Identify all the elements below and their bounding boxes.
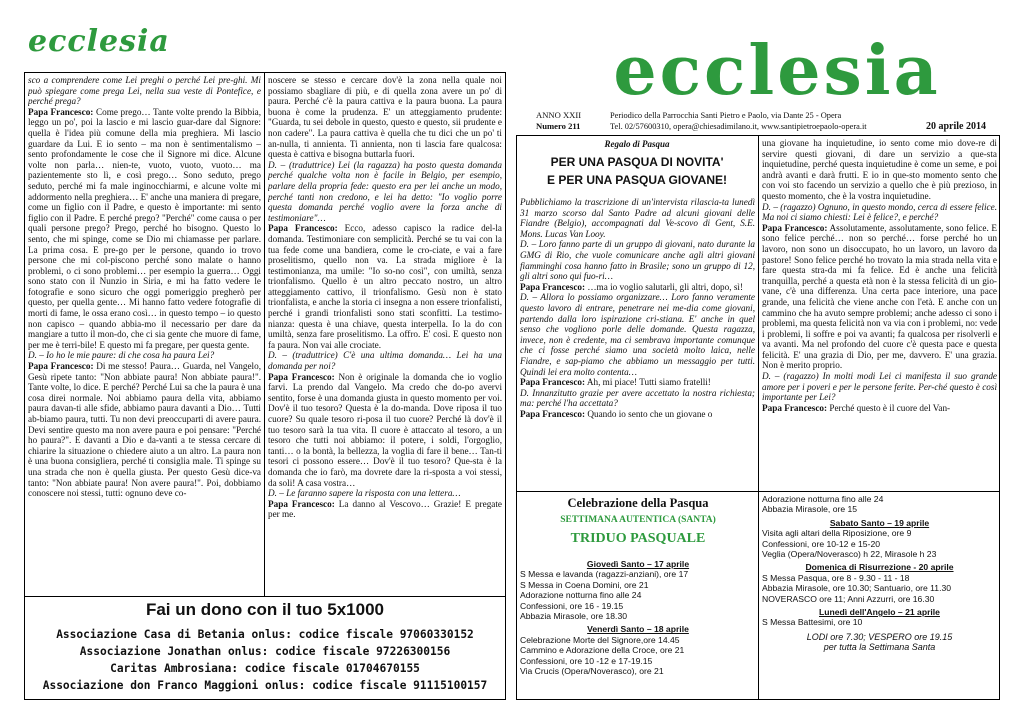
question-text: Pubblichiamo la trascrizione di un'intervista rilascia-ta lunedì 31 marzo scorso dal Santo Padre ad alcuni giovani delle Fiandre (Belgio), accompagnati dal Ve-scovo di Gent, S.E. Mons. Lucas Van Looy. xyxy=(520,197,755,239)
small-logo: ecclesia xyxy=(28,24,170,59)
article-column-1 xyxy=(520,197,755,488)
issue-info xyxy=(536,110,596,132)
speaker-label: Papa Francesco: xyxy=(762,402,828,413)
answer-text: Come prego… Tante volte prendo la Bibbia, leggo un po', poi la lascio e mi lascio guar-dare dal Signore: quella è l'idea più comune della mia preghiera. Mi lascio guardare da Lui. E io sento – ma non è sentimentalismo – sento profondamente le cose che il Signore mi dice. Alcune volte non parla… nien-te, vuoto, vuoto, vuoto… ma pazientemente sto lì, e così prego… Sono seduto, prego seduto, perché mi fa male inginocchiarmi, e alcune volte mi addormento nella preghiera… E' anche una maniera di pregare, come un figlio con il Padre, e questo è importante: mi sento figlio con il Padre. E perché prego? "Perché" come causa o per quali persone prego? Prego, perché ho bisogno. Questo lo sento, che mi spinge, come se Dio mi chiamasse per parlare. La prima cosa. E pre-go per le persone, quando io trovo persone che mi col-piscono perché sono malate o hanno problemi, o ci sono problemi… per esempio la guerra… Oggi sono stato con il Nunzio in Siria, e mi ha fatto vedere le fotografie e sono sicuro che oggi pomeriggio pregherò per questo, per quella gente… Mi hanno fatto vedere fotografie di morti di fame, le ossa erano così… in questo tempo – io questo non capisco – quando abbia-mo il necessario per dare da mangiare a tutto il mon-do, che ci sia gente che muore di fame, per me è terri-bile! E questo mi fa pregare, per questa gente. xyxy=(28,106,261,350)
text-paragraph xyxy=(762,138,997,202)
schedule-day-heading: Giovedì Santo – 17 aprile xyxy=(586,559,690,569)
speaker-paragraph xyxy=(520,282,755,293)
issue-year: ANNO XXII xyxy=(536,110,582,120)
text-paragraph xyxy=(520,388,755,409)
text-paragraph xyxy=(268,160,502,224)
question-text: sco a comprendere come Lei preghi o perché Lei pre-ghi. Mi può spiegare come prega Lei, nella sua veste di Pontefice, e perché prega? xyxy=(28,75,261,107)
answer-text: Quando io sento che un giovane o xyxy=(585,408,713,419)
speaker-label: Papa Francesco: xyxy=(28,361,94,372)
text-paragraph xyxy=(520,197,755,239)
schedule-day-heading: Venerdì Santo – 18 aprile xyxy=(587,624,689,635)
right-column-divider xyxy=(758,135,759,700)
periodical-contacts: Tel. 02/57600310, opera@chiesadimilano.it, www.santipietroepaolo-opera.it xyxy=(610,122,867,131)
schedule-item: Confessioni, ore 10 -12 e 17-19.15 xyxy=(520,655,653,666)
issue-number: Numero 211 xyxy=(536,121,581,131)
issue-date: 20 aprile 2014 xyxy=(926,121,986,132)
question-text: D. – (traduttrice) Lei (la ragazza) ha posto questa domanda perché qualche volta non è facile in Belgio, per esempio, parlare della propria fede: questo era per lei anche un modo, perché tanti non credono, e lei ha detto: "Io voglio porre questa domanda perché voglio avere la forza anche di testimoniare"… xyxy=(268,159,502,223)
article-headline xyxy=(520,153,754,189)
speaker-paragraph xyxy=(762,223,997,371)
speaker-label: Papa Francesco: xyxy=(268,223,338,234)
schedule-item: Confessioni, ore 16 - 19.15 xyxy=(520,600,624,611)
schedule-item: Confessioni, ore 10-12 e 15-20 xyxy=(762,538,881,549)
question-text: D. – Allora lo possiamo organizzare… Loro fanno veramente questo lavoro di entrare, penetrare nei me-dia come giovani, partendo dalla loro ispirazione cri-stiana. E' anche in quel senso che vogliono porle delle domande. Questa ragazza, invece, non è credente, ma ci sembrava importante comunque che ci fosse perché siamo una società molto laica, nelle Fiandre, e sap-piamo che abbiamo un messaggio per tutti. Quindi lei era molto contenta… xyxy=(520,292,755,377)
question-text: D. – Le faranno sapere la risposta con una lettera… xyxy=(268,488,461,499)
speaker-paragraph xyxy=(268,499,502,520)
text-paragraph xyxy=(762,202,997,223)
article-kicker: Regalo di Pasqua xyxy=(604,139,670,149)
answer-text: Non è originale la domanda che io voglio farvi. La prendo dal Vangelo. Ma credo che do-po avervi sentito, forse è una domanda giusta in questo momento per voi. Dov'è il tuo tesoro? Questa è la do-manda. Dove riposa il tuo cuore? Su quale tesoro ri-posa il tuo cuore? Perché là dov'è il tuo tesoro sarà la tua vita. Il cuore è attaccato al tesoro, a un tesoro che tutti noi abbiamo: il potere, i soldi, l'orgoglio, tanti… o la bontà, la bellezza, la voglia di fare il bene… Tan-ti tesori ci possono essere… Dov'è il tuo tesoro? Que-sta è la domanda che io farò, ma dovrete dare la ri-sposta a voi stessi, da soli! A casa vostra… xyxy=(268,371,502,488)
speaker-paragraph xyxy=(28,107,261,351)
speaker-label: Papa Francesco: xyxy=(520,408,586,419)
question-text: D. – Io ho le mie paure: di che cosa ha paura Lei? xyxy=(28,350,215,361)
dono-line: Caritas Ambrosiana: codice fiscale 01704670155 xyxy=(110,662,420,675)
schedule-item: Veglia (Opera/Noverasco) h 22, Mirasole h 23 xyxy=(762,549,937,560)
article-headline-line1: PER UNA PASQUA DI NOVITA' xyxy=(550,155,724,169)
pasqua-right-days xyxy=(762,518,997,628)
text-paragraph xyxy=(268,350,502,371)
periodical-address: Periodico della Parrocchia Santi Pietro e Paolo, via Dante 25 - Opera xyxy=(610,111,842,120)
text-paragraph xyxy=(268,75,502,160)
article-column-2 xyxy=(762,138,997,488)
triduo-title: TRIDUO PASQUALE xyxy=(570,531,706,546)
text-paragraph xyxy=(28,75,261,107)
schedule-item: S Messa e lavanda (ragazzi-anziani), ore 17 xyxy=(520,569,689,580)
speaker-paragraph xyxy=(520,377,755,388)
text-paragraph xyxy=(268,488,502,499)
answer-text: Ecco, adesso capisco la radice del-la domanda. Testimoniare con semplicità. Perché se tu vai con la tua fede come una bandiera, come le cro-ciate, e vai a fare proselitismo, quello non va. La strada migliore è la testimonianza, ma umile: "Io so-no così", con umiltà, senza trionfalismo. Quello è un altro peccato nostro, un altro atteggiamento cattivo, il trionfalismo. Gesù non è stato trionfalista, e anche la storia ci insegna a non essere trionfalisti, perché i grandi trionfalisti sono stati sconfitti. La testimo-nianza: questa è una chiave, questa interpella. Io la do con umiltà, senza fare proselitismo. La offro. E' così. E questo non fa paura. Non vai alle crociate. xyxy=(268,223,502,350)
schedule-item: Celebrazione Morte del Signore,ore 14.45 xyxy=(520,634,680,645)
question-text: D. Innanzitutto grazie per avere accettato la nostra richiesta; ma: perché l'ha accettata? xyxy=(520,387,755,409)
schedule-item: Adorazione notturna fino alle 24 xyxy=(762,494,884,504)
speaker-paragraph xyxy=(28,361,261,499)
schedule-item: Adorazione notturna fino alle 24 xyxy=(520,590,642,601)
question-text: D. – (traduttrice) C'è una ultima domanda… Lei ha una domanda per noi? xyxy=(268,350,502,372)
answer-text: una giovane ha inquietudine, io sento come mio dove-re di servire questi giovani, di dare un servizio a que-sta inquietudine, perché questa inquietudine è come un seme, e poi andrà avanti e darà frutti. E io in que-sto momento sento che con voi sto facendo un servizio a quello che è più prezioso, in questo momento, che è la vostra inquietudine. xyxy=(762,138,997,201)
dono-line: Associazione Jonathan onlus: codice fiscale 97226300156 xyxy=(79,645,451,658)
schedule-item: Cammino e Adorazione della Croce, ore 21 xyxy=(520,645,685,656)
answer-text: …ma io voglio salutarli, gli altri, dopo, sì! xyxy=(585,281,744,292)
dono-line: Associazione don Franco Maggioni onlus: codice fiscale 91115100157 xyxy=(42,679,488,692)
schedule-day-heading: Domenica di Risurrezione - 20 aprile xyxy=(805,562,954,573)
masthead-logo: ecclesia xyxy=(613,31,941,111)
speaker-label: Papa Francesco: xyxy=(28,106,94,117)
speaker-paragraph xyxy=(268,372,502,489)
answer-text: Ah, mi piace! Tutti siamo fratelli! xyxy=(585,377,711,388)
pasqua-subtitle: SETTIMANA AUTENTICA (SANTA) xyxy=(560,515,716,525)
answer-text: Perché questo è il cuore del Van- xyxy=(827,402,951,413)
pasqua-divider xyxy=(516,491,1000,492)
question-text: D. – Loro fanno parte di un gruppo di giovani, nato durante la GMG di Rio, che vuole comunicare anche agli altri giovani fiamminghi cosa hanno fatto in Brasile; sono un gruppo di 12, gli altri sono qui fuo-ri… xyxy=(520,239,755,282)
schedule-item: Abbazia Mirasole, ore 15 xyxy=(762,504,858,515)
schedule-item: Visita agli altari della Riposizione, ore 9 xyxy=(762,528,912,539)
schedule-item: NOVERASCO ore 11; Anni Azzurri, ore 16.30 xyxy=(762,593,935,604)
schedule-item: Via Crucis (Opera/Noverasco), ore 21 xyxy=(520,666,664,677)
dono-title: Fai un dono con il tuo 5x1000 xyxy=(145,600,385,619)
lodi-vespero: LODI ore 7.30; VESPERO ore 19.15 xyxy=(806,631,953,642)
schedule-day-heading: Lunedì dell'Angelo – 21 aprile xyxy=(819,607,940,618)
text-paragraph xyxy=(28,350,261,361)
periodical-info xyxy=(610,110,910,132)
dono-list xyxy=(26,626,504,694)
text-paragraph xyxy=(520,239,755,281)
text-paragraph xyxy=(762,371,997,403)
lodi-vespero-note: per tutta la Settimana Santa xyxy=(823,642,936,653)
question-text: D. – (ragazzo) In molti modi Lei ci manifesta il suo grande amore per i poveri e per le persone ferite. Per-ché questo è così importante per Lei? xyxy=(762,371,997,403)
question-text: D. – (ragazzo) Ognuno, in questo mondo, cerca di essere felice. Ma noi ci siamo chiesti: Lei è felice?, e perché? xyxy=(762,201,997,223)
column-divider xyxy=(264,72,265,596)
interview-text-1 xyxy=(28,75,261,499)
article-text-2 xyxy=(762,138,997,413)
text-paragraph xyxy=(520,292,755,377)
article-headline-line2: E PER UNA PASQUA GIOVANE! xyxy=(546,173,728,187)
pasqua-header xyxy=(520,494,756,547)
answer-text: La danno al Vescovo… Grazie! E pregate per me. xyxy=(268,498,502,520)
speaker-label: Papa Francesco: xyxy=(268,371,335,382)
dono-line: Associazione Casa di Betania onlus: codice fiscale 97060330152 xyxy=(56,628,474,641)
speaker-label: Papa Francesco: xyxy=(520,377,586,388)
pasqua-schedule-left xyxy=(520,556,756,676)
answer-text: noscere se stesso e cercare dov'è la zona nella quale noi possiamo sbagliare di più, e di quella zona avere un po' di paura. Perché c'è la paura cattiva e la paura buona. La paura buona è come la prudenza. E' un atteggiamento prudente: "Guarda, tu sei debole in questo, questo e questo, sii prudente e non cadere". La paura cattiva è quella che tu dici che un po' ti an-nulla, ti annienta. Ti annienta, non ti lascia fare qualcosa: questa è cattiva e bisogna buttarla fuori. xyxy=(268,75,502,160)
article-text-1 xyxy=(520,197,755,419)
answer-text: Di me stesso! Paura… Guarda, nel Vangelo, Gesù ripete tanto: "Non abbiate paura! Non abbiate paura!". Tante volte, lo dice. E perché? Perché Lui sa che la paura è una cosa direi normale. Noi abbiamo paura della vita, abbiamo paura davan-ti alle sfide, abbiamo paura davanti a Dio… Tutti ab-biamo paura, tutti. Tu non devi preoccuparti di avere paura. Devi sentire questo ma non avere paura e poi pensare: "Perché ho paura?". E davanti a Dio e da-vanti a te stessa cercare di chiarire la situazione o chiedere aiuto a un altro. La paura non è una buona consigliera, perché ti consiglia male. Ti spinge su una strada che non è quella giusta. Per questo Gesù dice-va tanto: "Non abbiate paura! Non avere paura!". Poi, dobbiamo conoscere noi stessi, tutti: ognuno deve co- xyxy=(28,361,261,499)
schedule-item: S Messa Battesimi, ore 10 xyxy=(762,617,863,628)
schedule-item: S Messa in Coena Domini, ore 21 xyxy=(520,579,649,590)
schedule-item: Abbazia Mirasole, ore 10.30; Santuario, ore 11.30 xyxy=(762,583,952,594)
speaker-label: Papa Francesco: xyxy=(520,281,586,292)
dono-divider xyxy=(24,596,506,597)
speaker-label: Papa Francesco: xyxy=(268,498,335,509)
schedule-day-heading: Sabato Santo – 19 aprile xyxy=(829,517,930,528)
pasqua-schedule-right xyxy=(762,494,997,653)
interview-column-1 xyxy=(28,75,261,593)
speaker-paragraph xyxy=(268,223,502,350)
schedule-item: Abbazia Mirasole, ore 18.30 xyxy=(520,611,628,622)
schedule-item: S Messa Pasqua, ore 8 - 9.30 - 11 - 18 xyxy=(762,572,910,583)
speaker-paragraph xyxy=(520,409,755,420)
speaker-paragraph xyxy=(762,403,997,414)
speaker-label: Papa Francesco: xyxy=(762,222,828,233)
interview-text-2 xyxy=(268,75,502,520)
answer-text: Assolutamente, assolutamente, sono felice. E sono felice perché… non so perché… forse perché ho un lavoro, non sono un disoccupato, ho un lavoro, un lavoro da pastore! Sono felice perché ho trovato la mia strada nella vita e fare questa stra-da mi fa felice. Ed è anche una felicità tranquilla, perché a questa età non è la stessa felicità di un gio-vane, c'è una differenza. Una certa pace interiore, una pace grande, una felicità che viene anche con l'età. E anche con un cammino che ha avuto sempre problemi; anche adesso ci sono i problemi, ma questa felicità non va via con i problemi, no: vede i problemi, li soffre e poi va avanti; fa qualcosa per risolverli e va avanti. Ma nel profondo del cuore c'è questa pace e questa felicità. E' una grazia di Dio, per me, davvero. E' una grazia. Non è merito proprio. xyxy=(762,222,997,371)
pasqua-title: Celebrazione della Pasqua xyxy=(567,496,709,510)
interview-column-2 xyxy=(268,75,502,593)
